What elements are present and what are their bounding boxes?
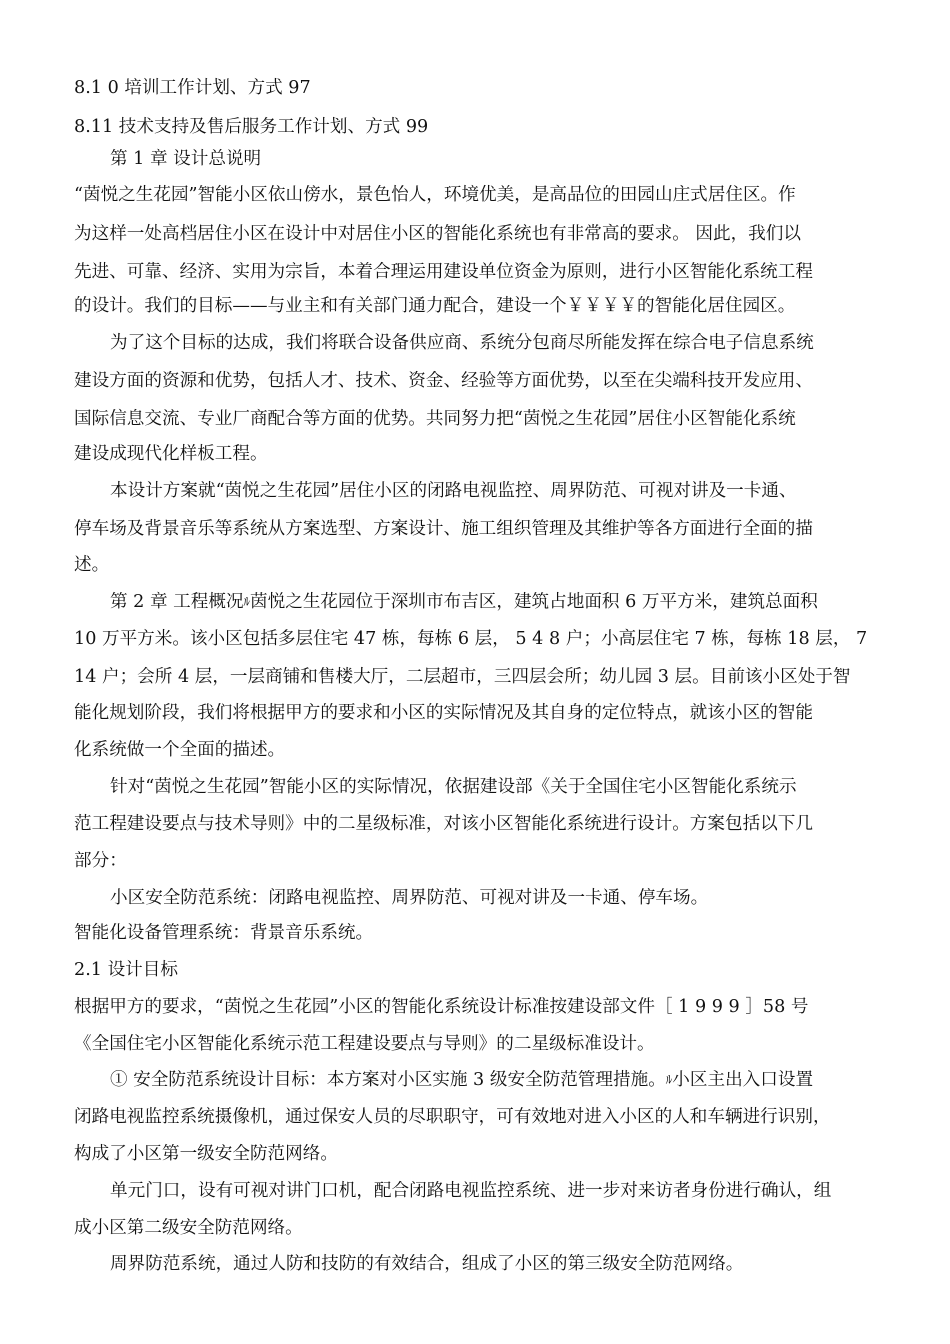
paragraph-line: 为这样一处高档居住小区在设计中对居住小区的智能化系统也有非常高的要求。 因此，我们以 — [74, 224, 801, 244]
paragraph-line: 《全国住宅小区智能化系统示范工程建设要点与导则》的二星级标准设计。 — [74, 1034, 655, 1054]
paragraph-line: 小区安全防范系统：闭路电视监控、周界防范、可视对讲及一卡通、停车场。 — [110, 888, 709, 908]
paragraph-line: “茵悦之生花园”智能小区依山傍水，景色怡人，环境优美，是高品位的田园山庄式居住区。作 — [74, 185, 796, 205]
paragraph-line: 述。 — [74, 555, 110, 575]
chapter-1-heading: 第 1 章 设计总说明 — [110, 149, 262, 169]
paragraph-line: 范工程建设要点与技术导则》中的二星级标准，对该小区智能化系统进行设计。方案包括以下几 — [74, 814, 813, 834]
section-2-1-heading: 2.1 设计目标 — [74, 960, 178, 980]
paragraph-line: 本设计方案就“茵悦之生花园”居住小区的闭路电视监控、周界防范、可视对讲及一卡通、 — [110, 481, 797, 501]
bullet-symbol-icon: ﾙ — [243, 595, 251, 610]
paragraph-line: 智能化设备管理系统：背景音乐系统。 — [74, 923, 374, 943]
chapter-2-text: 茵悦之生花园位于深圳市布吉区，建筑占地面积 6 万平方米，建筑总面积 — [250, 592, 818, 612]
bullet-symbol-icon: ﾙ — [665, 1073, 673, 1088]
paragraph-line: 10 万平方米。该小区包括多层住宅 47 栋，每栋 6 层， 5 4 8 户；小高层住宅 7 栋，每栋 18 层， 7 — [74, 629, 868, 649]
paragraph-line: 闭路电视监控系统摄像机，通过保安人员的尽职职守，可有效地对进入小区的人和车辆进行识别， — [74, 1107, 831, 1127]
design-goal-text: ① 安全防范系统设计目标：本方案对小区实施 3 级安全防范管理措施。 — [110, 1070, 666, 1090]
design-goal-text-after: 小区主出入口设置 — [672, 1070, 814, 1090]
paragraph-line: 根据甲方的要求，“茵悦之生花园”小区的智能化系统设计标准按建设部文件［ 1 9 9 9 ］58 号 — [74, 997, 809, 1017]
design-goal-line — [110, 1069, 813, 1092]
paragraph-line: 部分： — [74, 851, 127, 871]
paragraph-line: 成小区第二级安全防范网络。 — [74, 1218, 303, 1238]
paragraph-line: 国际信息交流、专业厂商配合等方面的优势。共同努力把“茵悦之生花园”居住小区智能化系统 — [74, 409, 796, 429]
paragraph-line: 先进、可靠、经济、实用为宗旨，本着合理运用建设单位资金为原则，进行小区智能化系统工程 — [74, 262, 813, 282]
chapter-2-line — [110, 591, 818, 614]
toc-entry-8-11: 8.11 技术支持及售后服务工作计划、方式 99 — [74, 117, 429, 137]
chapter-2-heading: 第 2 章 工程概况 — [110, 592, 244, 612]
paragraph-line: 化系统做一个全面的描述。 — [74, 740, 286, 760]
paragraph-line: 建设方面的资源和优势，包括人才、技术、资金、经验等方面优势，以至在尖端科技开发应用、 — [74, 371, 813, 391]
paragraph-line: 单元门口，设有可视对讲门口机，配合闭路电视监控系统、进一步对来访者身份进行确认，组 — [110, 1181, 832, 1201]
paragraph-line: 停车场及背景音乐等系统从方案选型、方案设计、施工组织管理及其维护等各方面进行全面的描 — [74, 519, 813, 539]
paragraph-line: 的设计。我们的目标——与业主和有关部门通力配合，建设一个￥￥￥￥的智能化居住园区。 — [74, 296, 796, 316]
paragraph-line: 周界防范系统，通过人防和技防的有效结合，组成了小区的第三级安全防范网络。 — [110, 1254, 744, 1274]
paragraph-line: 为了这个目标的达成，我们将联合设备供应商、系统分包商尽所能发挥在综合电子信息系统 — [110, 333, 814, 353]
paragraph-line: 针对“茵悦之生花园”智能小区的实际情况，依据建设部《关于全国住宅小区智能化系统示 — [110, 777, 797, 797]
paragraph-line: 14 户；会所 4 层，一层商铺和售楼大厅，二层超市，三四层会所；幼儿园 3 层。目前该小区处于智 — [74, 667, 851, 687]
paragraph-line: 建设成现代化样板工程。 — [74, 444, 268, 464]
toc-entry-8-10: 8.1 0 培训工作计划、方式 97 — [74, 78, 311, 98]
paragraph-line: 构成了小区第一级安全防范网络。 — [74, 1144, 338, 1164]
paragraph-line: 能化规划阶段，我们将根据甲方的要求和小区的实际情况及其自身的定位特点，就该小区的智能 — [74, 703, 813, 723]
